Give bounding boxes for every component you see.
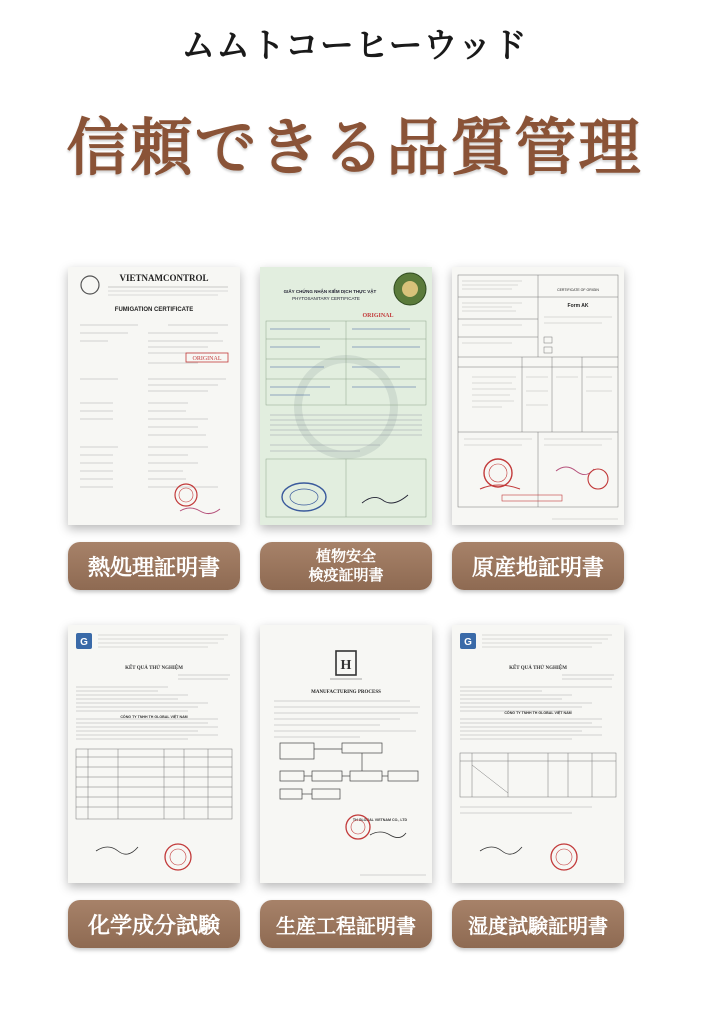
doc-subtitle: CERTIFICATE OF ORIGIN <box>557 288 599 292</box>
doc-title: VIETNAMCONTROL <box>119 273 209 283</box>
doc-subtitle: CÔNG TY TNHH TH GLOBAL VIỆT NAM <box>120 715 188 719</box>
original-stamp: ORIGINAL <box>362 313 394 319</box>
label-line-2: 検疫証明書 <box>308 566 384 584</box>
certificate-image-humidity-test[interactable] <box>452 625 624 883</box>
certificate-image-chemical-test[interactable] <box>68 625 240 883</box>
svg-text:G: G <box>80 637 88 648</box>
svg-text:G: G <box>464 637 472 648</box>
doc-title: GIẤY CHỨNG NHẬN KIỂM DỊCH THỰC VẬT <box>283 289 377 294</box>
doc-subtitle: FUMIGATION CERTIFICATE <box>114 307 194 313</box>
label-chemical-composition-test: 化学成分試験 <box>68 900 240 948</box>
brand-name: ムムトコーヒーウッド <box>181 26 528 66</box>
original-stamp: ORIGINAL <box>192 356 222 362</box>
doc-title: Form AK <box>567 303 589 309</box>
doc-subtitle: TH GLOBAL VIETNAM CO., LTD <box>352 818 408 822</box>
label-line-1: 植物安全 <box>315 547 376 565</box>
certificate-image-manufacturing-process[interactable] <box>260 625 432 883</box>
doc-title: KẾT QUẢ THỬ NGHIỆM <box>125 666 183 671</box>
certificate-image-origin[interactable] <box>452 267 624 525</box>
doc-subtitle: PHYTOSANITARY CERTIFICATE <box>292 296 360 301</box>
svg-text:H: H <box>340 658 352 673</box>
label-heat-treatment-certificate: 熱処理証明書 <box>68 542 240 590</box>
page-headline: 信頼できる品質管理 <box>66 111 643 184</box>
label-manufacturing-process-certificate: 生産工程証明書 <box>260 900 432 948</box>
certificate-image-phytosanitary[interactable] <box>260 267 432 525</box>
certificate-image-heat-treatment[interactable] <box>68 267 240 525</box>
doc-subtitle: CÔNG TY TNHH TH GLOBAL VIỆT NAM <box>504 711 572 715</box>
label-phytosanitary-certificate <box>260 542 432 590</box>
label-origin-certificate: 原産地証明書 <box>452 542 624 590</box>
doc-title: KẾT QUẢ THỬ NGHIỆM <box>509 666 567 671</box>
doc-title: MANUFACTURING PROCESS <box>311 690 381 695</box>
label-humidity-test-certificate: 湿度試験証明書 <box>452 900 624 948</box>
